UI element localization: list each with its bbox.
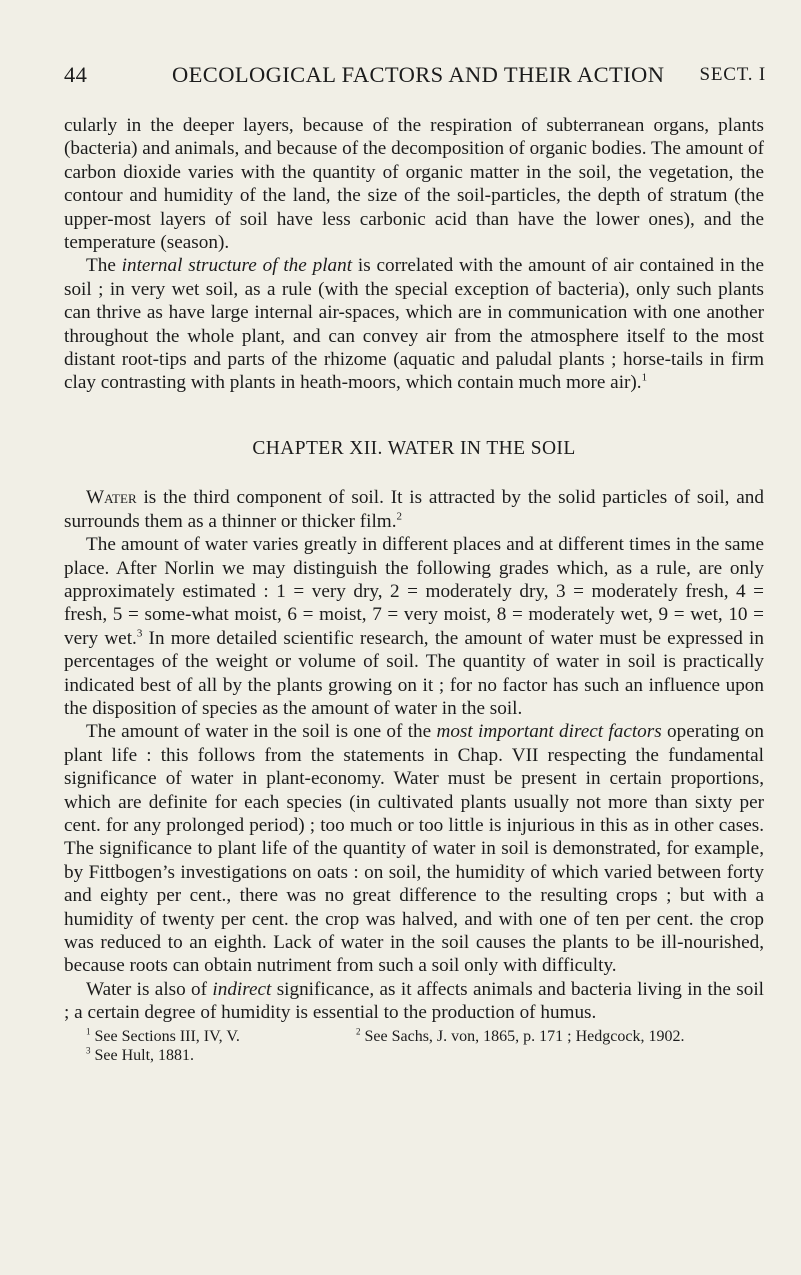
emphasis: indirect: [212, 978, 272, 1000]
book-page: [64, 62, 764, 1065]
footnotes: [64, 1027, 764, 1065]
footnote-ref: 3: [136, 627, 143, 640]
paragraph: Water is also of indirect significance, as it affects animals and bacteria living in the soil ; a certain degree of humidity is essential to the production of humus.: [64, 978, 765, 1024]
small-caps-lead: Water: [86, 487, 137, 509]
paragraph: The internal structure of the plant is correlated with the amount of air contained in the soil ; in very wet soil, as a rule (with the special exception of bacteria), only such plants can thrive as have large internal air-spaces, which are in communication with one another throughout the whole plant, and can convey air from the atmosphere itself to the most distant root-tips and parts of the rhizome (aquatic and paludal plants ; horse-tails in firm clay contrasting with plants in heath-moors, which contain much more air).$^1$: [64, 255, 764, 394]
body-text: [64, 114, 764, 1065]
footnote: $^1$ See Sections III, IV, V.: [86, 1026, 240, 1045]
footnote-ref: 2: [396, 510, 403, 523]
emphasis: internal structure of the plant: [121, 255, 353, 277]
paragraph: The amount of water in the soil is one of the most important direct factors operating on plant life : this follows from the statements in Chap. VII respecting the fundamental significance of water in plant-economy. Water must be present in certain proportions, which are definite for each species (in cultivated plants usually not more than sixty per cent. for any prolonged period) ; too much or too little is injurious in this as in other cases. The significance to plant life of the quantity of water in soil is demonstrated, for example, by Fittbogen’s investigations on oats : on soil, the humidity of which varied between forty and eighty per cent., there was no great difference to the resulting crops ; but with a humidity of twenty per cent. the crop was halved, and with one of ten per cent. the crop was reduced to an eighth. Lack of water in the soil causes the plants to be ill-nourished, because roots can obtain nutriment from such a soil only with difficulty.: [64, 721, 764, 977]
footnote: $^3$ See Hult, 1881.: [86, 1045, 195, 1064]
chapter-heading: CHAPTER XII. WATER IN THE SOIL: [252, 437, 576, 459]
footnote: $^2$ See Sachs, J. von, 1865, p. 171 ; Hedgcock, 1902.: [356, 1026, 685, 1045]
paragraph: Water is the third component of soil. It is attracted by the solid particles of soil, and surrounds them as a thinner or thicker film.$^2$: [64, 487, 764, 532]
paragraph: cularly in the deeper layers, because of the respiration of subterranean organs, plants (bacteria) and animals, and because of the decomposition of organic bodies. The amount of carbon dioxide varies with the quantity of organic matter in the soil, the vegetation, the contour and humidity of the land, the size of the soil-particles, the depth of stratum (the upper-most layers of soil have less carbonic acid than have the lower ones), and the temperature (season).: [64, 115, 764, 254]
emphasis: most important direct factors: [436, 721, 662, 743]
page-number: 44: [64, 62, 88, 87]
paragraph: The amount of water varies greatly in different places and at different times in the same place. After Norlin we may distinguish the following grades which, as a rule, are only approximately estimated : 1 = very dry, 2 = moderately dry, 3 = moderately fresh, 4 = fresh, 5 = some-what moist, 6 = moist, 7 = very moist, 8 = moderately wet, 9 = wet, 10 = very wet.$^3$ In more detailed scientific research, the amount of water must be expressed in percentages of the weight or volume of soil. The quantity of water in soil is practically indicated best of all by the plants growing on it ; for no factor has such an influence upon the disposition of species as the amount of water in the soil.: [64, 534, 764, 719]
running-header: [64, 62, 764, 96]
running-title: OECOLOGICAL FACTORS AND THEIR ACTION: [172, 62, 665, 87]
footnote-ref: 1: [641, 372, 648, 385]
section-label: SECT. I: [699, 64, 766, 85]
